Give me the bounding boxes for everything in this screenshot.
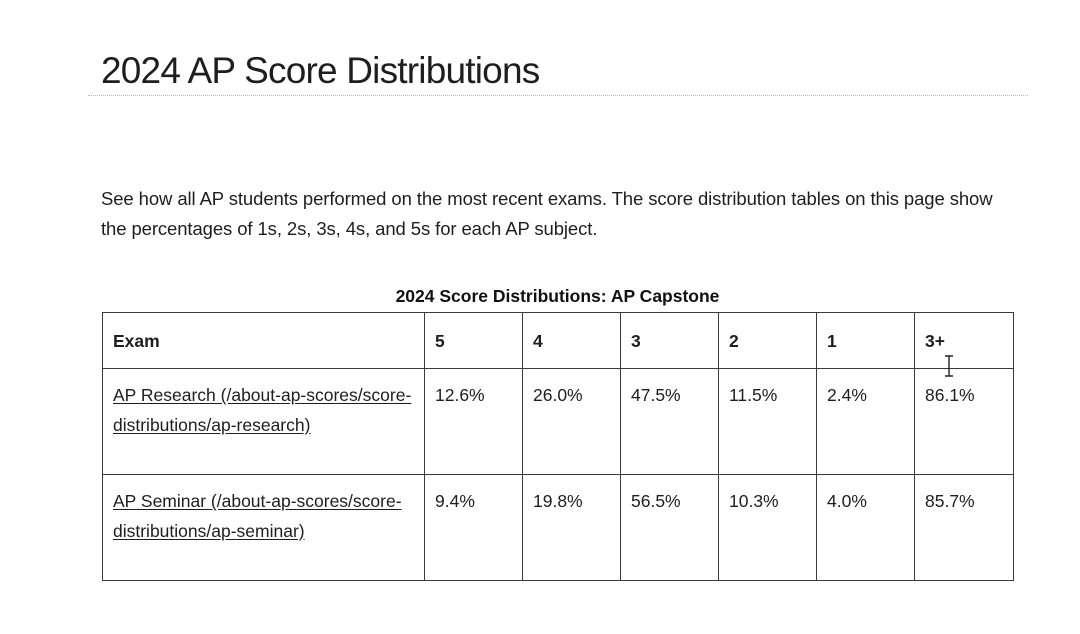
value-cell: 10.3% xyxy=(719,475,817,581)
header-score-2: 2 xyxy=(719,313,817,369)
title-divider xyxy=(88,95,1028,96)
value-cell: 12.6% xyxy=(425,369,523,475)
value-cell: 2.4% xyxy=(817,369,915,475)
value-cell: 19.8% xyxy=(523,475,621,581)
exam-cell xyxy=(103,475,425,581)
table-caption: 2024 Score Distributions: AP Capstone xyxy=(395,286,720,306)
table-row xyxy=(103,475,1014,581)
header-score-5: 5 xyxy=(425,313,523,369)
value-cell: 85.7% xyxy=(915,475,1014,581)
table-row xyxy=(103,369,1014,475)
exam-cell xyxy=(103,369,425,475)
header-score-4: 4 xyxy=(523,313,621,369)
value-cell: 26.0% xyxy=(523,369,621,475)
intro-paragraph: See how all AP students performed on the most recent exams. The score distribution tables on this page show the percentages of 1s, 2s, 3s, 4s, and 5s for each AP subject. xyxy=(101,188,993,239)
value-cell: 47.5% xyxy=(621,369,719,475)
ap-research-link[interactable]: AP Research (/about-ap-scores/score-distributions/ap-research) xyxy=(113,385,412,435)
header-score-1: 1 xyxy=(817,313,915,369)
score-distribution-table xyxy=(102,312,1014,581)
header-score-3: 3 xyxy=(621,313,719,369)
value-cell: 4.0% xyxy=(817,475,915,581)
page-title: 2024 AP Score Distributions xyxy=(101,50,540,91)
ap-seminar-link[interactable]: AP Seminar (/about-ap-scores/score-distributions/ap-seminar) xyxy=(113,491,402,541)
header-exam: Exam xyxy=(103,313,425,369)
value-cell: 9.4% xyxy=(425,475,523,581)
header-score-3-plus: 3+ xyxy=(915,313,1014,369)
table-header-row xyxy=(103,313,1014,369)
value-cell: 86.1% xyxy=(915,369,1014,475)
value-cell: 11.5% xyxy=(719,369,817,475)
value-cell: 56.5% xyxy=(621,475,719,581)
text-cursor-icon xyxy=(943,354,955,378)
